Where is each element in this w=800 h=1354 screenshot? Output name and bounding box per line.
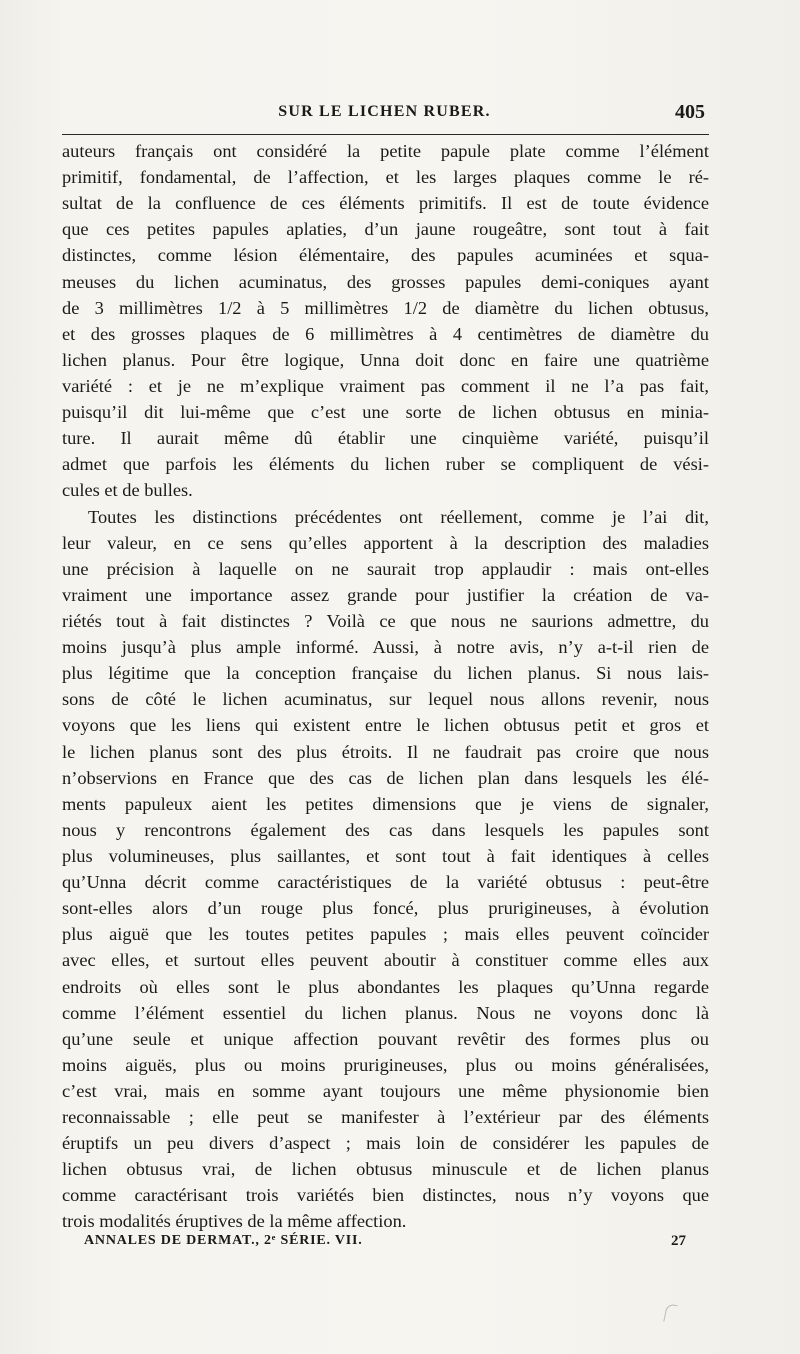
- text-line: leur valeur, en ce sens qu’elles apportent à la description des maladies: [62, 532, 709, 553]
- text-line: sont-elles alors d’un rouge plus foncé, plus prurigineuses, à évolution: [62, 898, 709, 919]
- text-line: auteurs français ont considéré la petite papule plate comme l’élément: [62, 141, 709, 161]
- journal-signature: ANNALES DE DERMAT., 2ᵉ SÉRIE. VII.: [84, 1233, 363, 1248]
- text-line: comme caractérisant trois variétés bien distinctes, nous n’y voyons que: [62, 1185, 709, 1206]
- text-line: puisqu’il dit lui-même que c’est une sorte de lichen obtusus en minia-: [62, 402, 709, 423]
- text-line: distinctes, comme lésion élémentaire, des papules acuminées et squa-: [62, 245, 709, 266]
- text-line: lichen obtusus vrai, de lichen obtusus minuscule et de lichen planus: [62, 1159, 709, 1180]
- paragraph-end-line: cules et de bulles.: [62, 480, 193, 501]
- text-line: moins jusqu’à plus ample informé. Aussi, à notre avis, n’y a-t-il rien de: [62, 637, 709, 658]
- text-line: que ces petites papules aplaties, d’un jaune rougeâtre, sont tout à fait: [62, 219, 709, 240]
- stray-pen-mark: [663, 1303, 678, 1324]
- text-line: et des grosses plaques de 6 millimètres à 4 centimètres de diamètre du: [62, 323, 709, 344]
- text-line: c’est vrai, mais en somme ayant toujours une même physionomie bien: [62, 1080, 709, 1101]
- paragraph-start-line: Toutes les distinctions précédentes ont réellement, comme je l’ai dit,: [88, 506, 709, 527]
- page-number: 405: [675, 101, 705, 123]
- text-line: voyons que les liens qui existent entre le lichen obtusus petit et gros et: [62, 715, 709, 736]
- signature-mark: 27: [671, 1233, 686, 1249]
- text-line: qu’Unna décrit comme caractéristiques de la variété obtusus : peut-être: [62, 872, 709, 893]
- text-line: qu’une seule et unique affection pouvant revêtir des formes plus ou: [62, 1028, 709, 1049]
- body-text: [62, 138, 709, 1235]
- text-line: ture. Il aurait même dû établir une cinquième variété, puisqu’il: [62, 428, 709, 449]
- text-line: endroits où elles sont le plus abondantes les plaques qu’Unna regarde: [62, 976, 709, 997]
- text-line: moins aiguës, plus ou moins prurigineuses, plus ou moins généralisées,: [62, 1054, 709, 1075]
- text-line: avec elles, et surtout elles peuvent aboutir à constituer comme elles aux: [62, 950, 709, 971]
- text-line: plus légitime que la conception française du lichen planus. Si nous lais-: [62, 663, 709, 684]
- text-line: comme l’élément essentiel du lichen planus. Nous ne voyons donc là: [62, 1002, 709, 1023]
- text-line: plus volumineuses, plus saillantes, et sont tout à fait identiques à celles: [62, 845, 709, 866]
- text-line: riétés tout à fait distinctes ? Voilà ce que nous ne saurions admettre, du: [62, 610, 709, 631]
- text-line: n’observions en France que des cas de lichen plan dans lesquels les élé-: [62, 767, 709, 788]
- text-line: variété : et je ne m’explique vraiment pas comment il ne l’a pas fait,: [62, 375, 709, 396]
- text-line: plus aiguë que les toutes petites papules ; mais elles peuvent coïncider: [62, 924, 709, 945]
- header-rule: [62, 134, 709, 136]
- running-head: [62, 103, 707, 129]
- text-line: reconnaissable ; elle peut se manifester à l’extérieur par des éléments: [62, 1107, 709, 1128]
- text-line: éruptifs un peu divers d’aspect ; mais loin de considérer les papules de: [62, 1133, 709, 1154]
- text-line: admet que parfois les éléments du lichen ruber se compliquent de vési-: [62, 454, 709, 475]
- text-line: meuses du lichen acuminatus, des grosses papules demi-coniques ayant: [62, 271, 709, 292]
- text-line: sultat de la confluence de ces éléments primitifs. Il est de toute évidence: [62, 193, 709, 214]
- text-line: une précision à laquelle on ne saurait trop applaudir : mais ont-elles: [62, 558, 709, 579]
- text-line: nous y rencontrons également des cas dans lesquels les papules sont: [62, 819, 709, 840]
- text-line: sons de côté le lichen acuminatus, sur lequel nous allons revenir, nous: [62, 689, 709, 710]
- text-line: ments papuleux aient les petites dimensions que je viens de signaler,: [62, 793, 709, 814]
- paragraph-end-line: trois modalités éruptives de la même affection.: [62, 1211, 407, 1232]
- text-line: de 3 millimètres 1/2 à 5 millimètres 1/2 de diamètre du lichen obtusus,: [62, 297, 709, 318]
- page-footer: [84, 1233, 686, 1257]
- text-line: vraiment une importance assez grande pour justifier la création de va-: [62, 584, 709, 605]
- text-line: le lichen planus sont des plus étroits. Il ne faudrait pas croire que nous: [62, 741, 709, 762]
- running-title: SUR LE LICHEN RUBER.: [278, 103, 491, 120]
- text-line: lichen planus. Pour être logique, Unna doit donc en faire une quatrième: [62, 349, 709, 370]
- text-line: primitif, fondamental, de l’affection, et les larges plaques comme le ré-: [62, 167, 709, 188]
